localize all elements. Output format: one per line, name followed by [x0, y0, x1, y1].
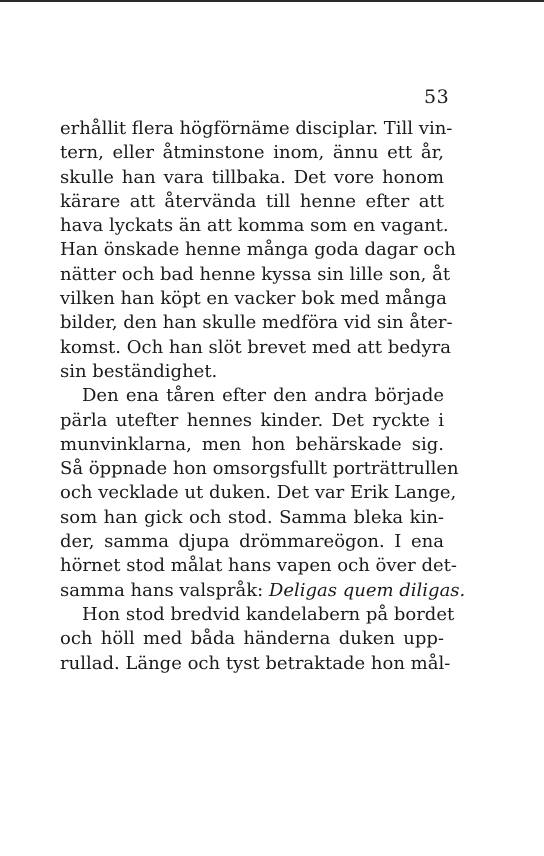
body-text: [60, 117, 466, 676]
text-line: kärare att återvända till henne efter att: [60, 190, 444, 212]
text-line: erhållit flera högförnäme disciplar. Till vin-: [60, 118, 453, 139]
top-edge-rule: [0, 0, 544, 2]
text-line: hava lyckats än att komma som en vagant.: [60, 215, 449, 237]
text-line: Den ena tåren efter den andra började: [82, 385, 444, 407]
page-number: 53: [424, 86, 450, 108]
text-line: Hon stod bredvid kandelabern på bordet: [82, 603, 455, 625]
text-line: rullad. Länge och tyst betraktade hon mål-: [60, 652, 451, 674]
text-line: vilken han köpt en vacker bok med många: [60, 288, 447, 310]
text-line: komst. Och han slöt brevet med att bedyra: [60, 336, 451, 358]
text-line: sin beständighet.: [60, 360, 218, 382]
text-line: der, samma djupa drömmareögon. I ena: [60, 531, 444, 553]
text-line: Så öppnade hon omsorgsfullt porträttrullen: [60, 458, 459, 480]
text-line: skulle han vara tillbaka. Det vore honom: [60, 166, 444, 188]
text-line: och höll med båda händerna duken upp-: [60, 628, 444, 650]
text-line: hörnet stod målat hans vapen och över det-: [60, 555, 458, 577]
motto-text: Deligas quem diligas.: [268, 579, 466, 601]
text-line: som han gick och stod. Samma bleka kin-: [60, 506, 444, 528]
text-line: nätter och bad henne kyssa sin lille son, åt: [60, 263, 451, 285]
text-line: och vecklade ut duken. Det var Erik Lange,: [60, 482, 457, 504]
text-line-motto: [60, 579, 466, 603]
text-line: munvinklarna, men hon behärskade sig.: [60, 433, 444, 455]
text-line: pärla utefter hennes kinder. Det ryckte i: [60, 409, 444, 431]
text-line: bilder, den han skulle medföra vid sin åter-: [60, 312, 453, 334]
motto-prefix: samma hans valspråk:: [60, 579, 269, 601]
text-line: tern, eller åtminstone inom, ännu ett år,: [60, 142, 444, 164]
text-line: Han önskade henne många goda dagar och: [60, 239, 456, 261]
